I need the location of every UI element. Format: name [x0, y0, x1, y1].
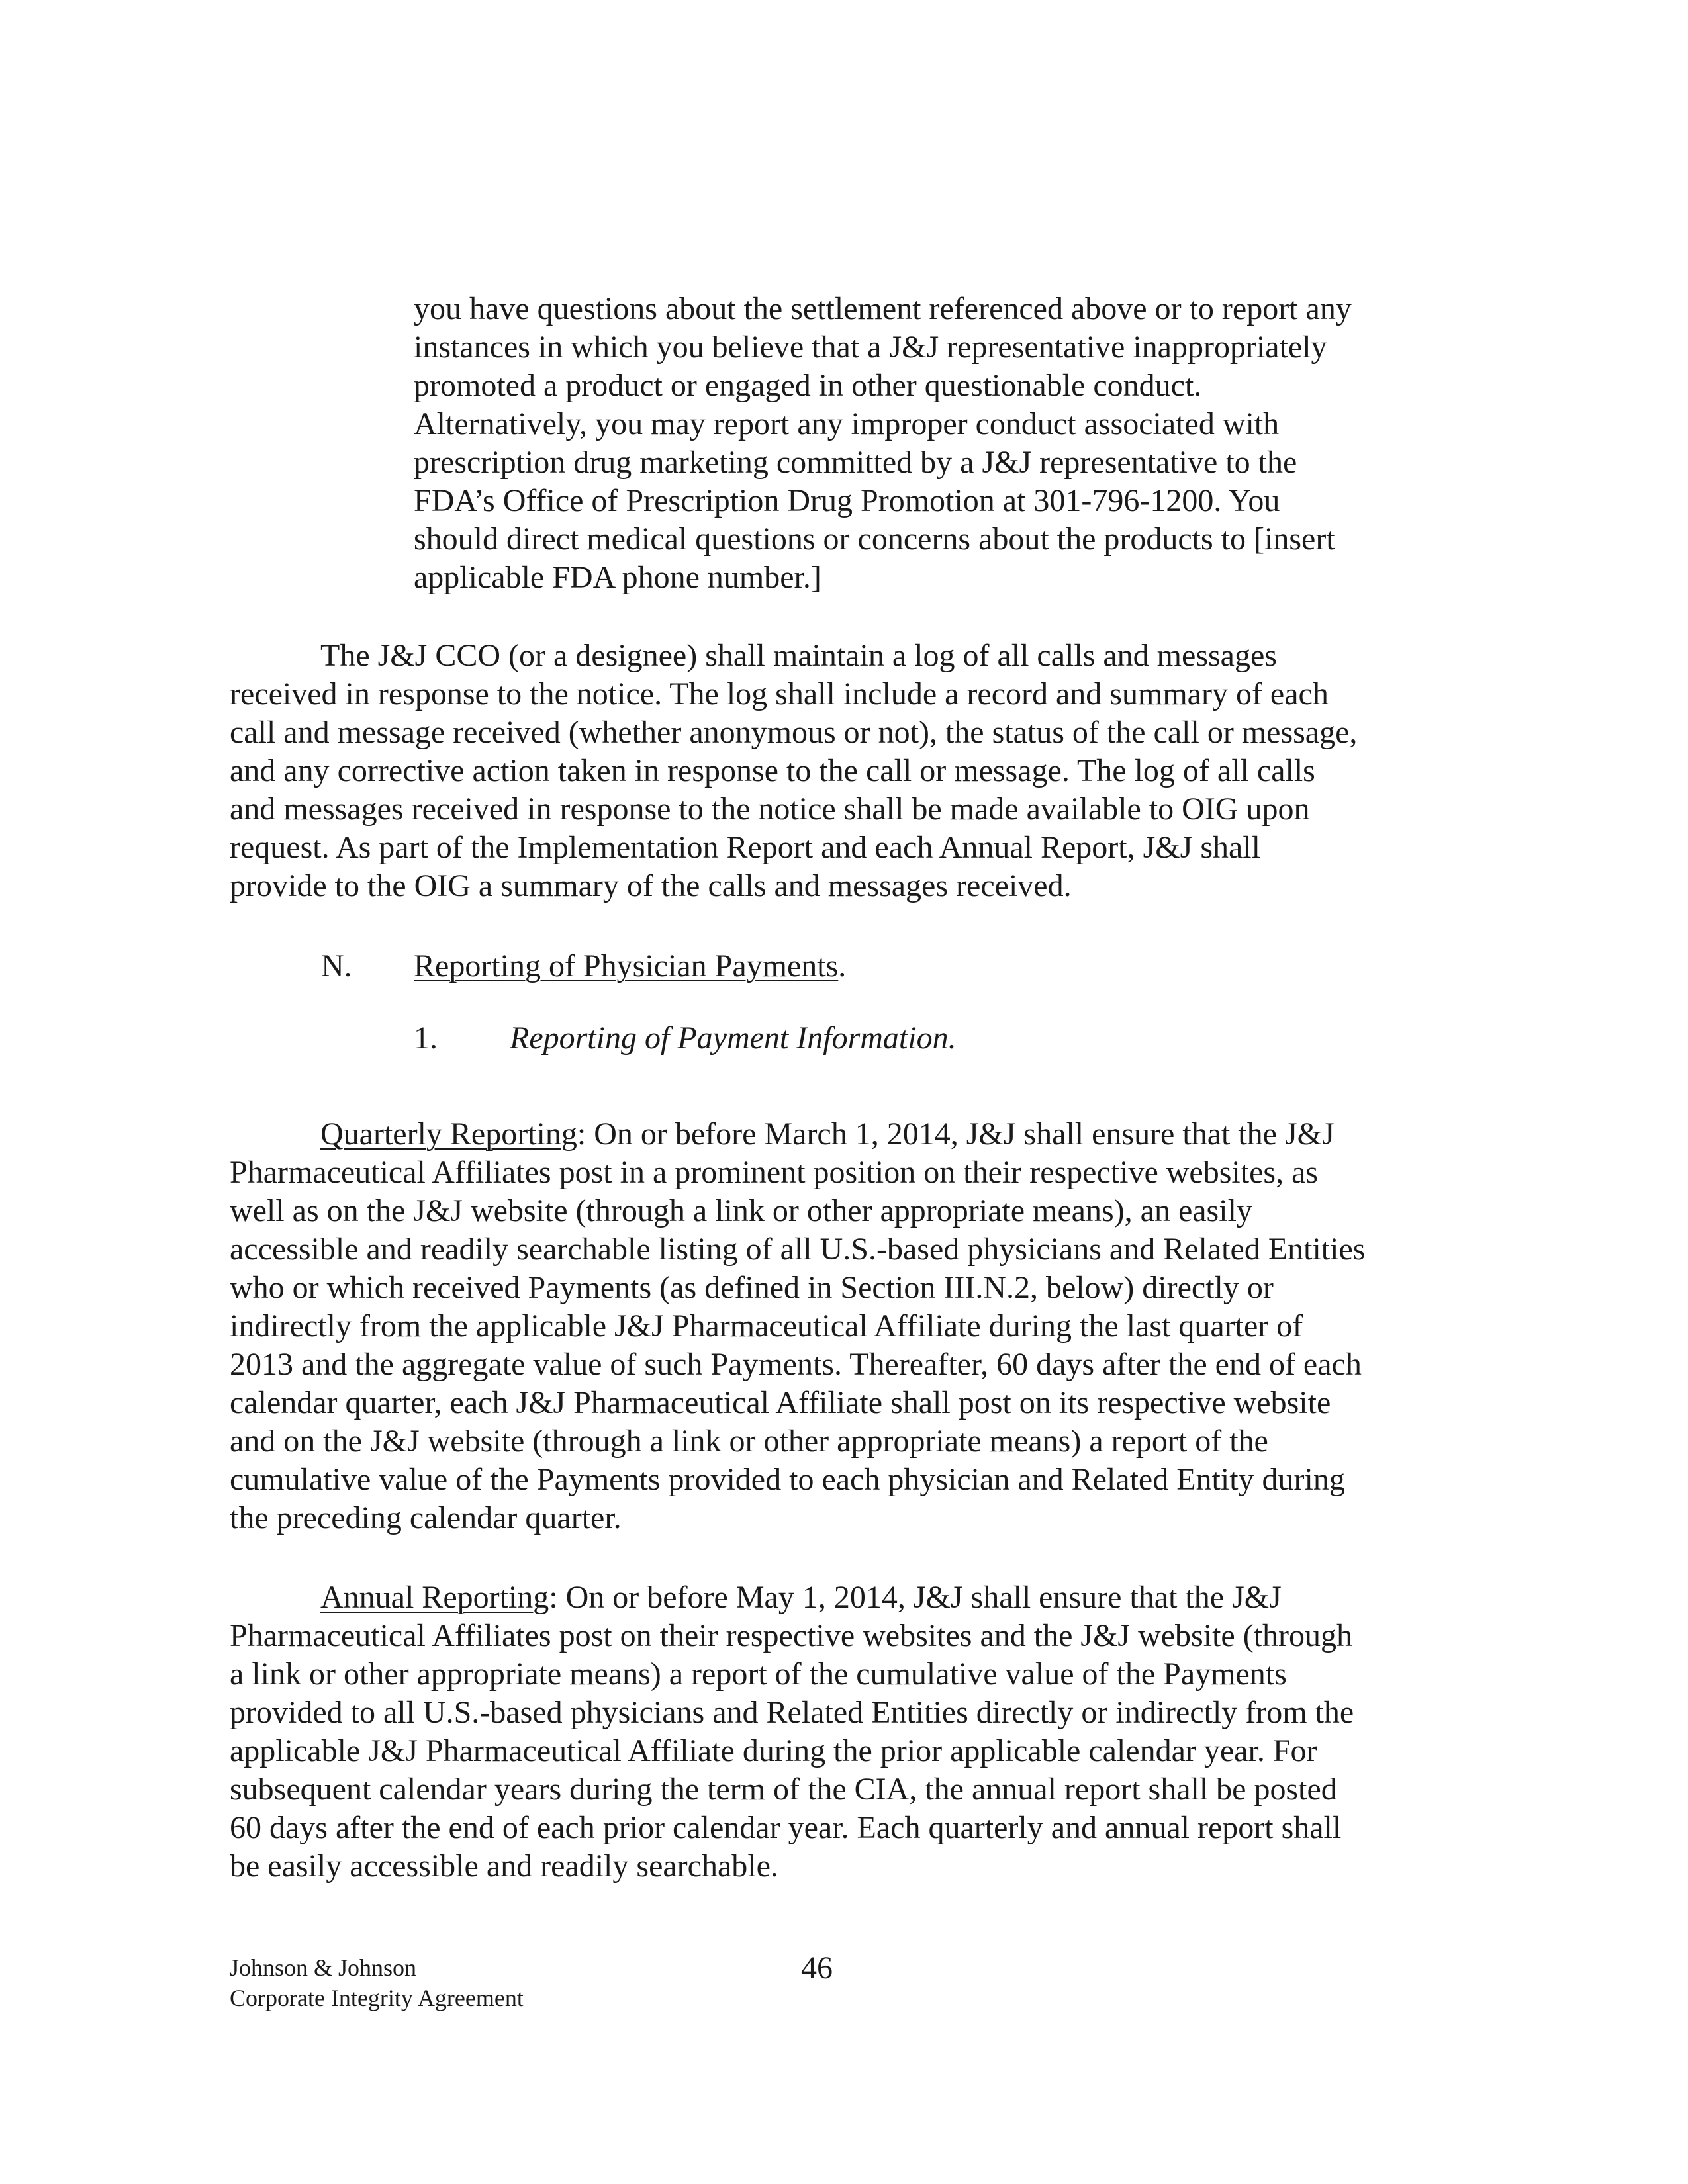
- paragraph-line: and messages received in response to the notice shall be made available to OIG upon: [230, 792, 1310, 827]
- quote-line: FDA’s Office of Prescription Drug Promotion at 301-796-1200. You: [414, 483, 1280, 518]
- paragraph-line: indirectly from the applicable J&J Pharmaceutical Affiliate during the last quarter of: [230, 1308, 1303, 1343]
- paragraph-line: 60 days after the end of each prior calendar year. Each quarterly and annual report shall: [230, 1810, 1342, 1845]
- quote-line: should direct medical questions or concerns about the products to [insert: [414, 522, 1335, 557]
- footer-agreement: Corporate Integrity Agreement: [230, 1985, 524, 2011]
- annual-reporting-heading: Annual Reporting: [320, 1580, 549, 1615]
- paragraph-line: who or which received Payments (as defined in Section III.N.2, below) directly or: [230, 1270, 1274, 1305]
- paragraph-line: be easily accessible and readily searchable.: [230, 1848, 778, 1884]
- log-paragraph: [230, 637, 1441, 905]
- annual-reporting-paragraph: [230, 1578, 1441, 1886]
- paragraph-line: subsequent calendar years during the term of the CIA, the annual report shall be posted: [230, 1772, 1337, 1807]
- subsection-title: Reporting of Payment Information.: [510, 1021, 957, 1056]
- quote-line: you have questions about the settlement referenced above or to report any: [414, 291, 1352, 326]
- paragraph-line: received in response to the notice. The log shall include a record and summary of each: [230, 676, 1329, 711]
- paragraph-line: well as on the J&J website (through a link or other appropriate means), an easily: [230, 1193, 1252, 1228]
- page-number: 46: [801, 1950, 833, 1985]
- paragraph-line: and any corrective action taken in response to the call or message. The log of all calls: [230, 753, 1315, 788]
- paragraph-line: [230, 1578, 1441, 1617]
- paragraph-line: and on the J&J website (through a link or other appropriate means) a report of the: [230, 1424, 1268, 1459]
- quote-line: applicable FDA phone number.]: [414, 560, 821, 595]
- paragraph-text: : On or before March 1, 2014, J&J shall ensure that the J&J: [577, 1116, 1335, 1152]
- paragraph-line: Pharmaceutical Affiliates post on their respective websites and the J&J website (through: [230, 1618, 1353, 1653]
- paragraph-line: request. As part of the Implementation Report and each Annual Report, J&J shall: [230, 830, 1260, 865]
- quarterly-reporting-heading: Quarterly Reporting: [320, 1116, 577, 1152]
- subsection-label: 1.: [414, 1021, 438, 1056]
- quarterly-reporting-paragraph: [230, 1115, 1441, 1537]
- paragraph-line: a link or other appropriate means) a report of the cumulative value of the Payments: [230, 1657, 1287, 1692]
- paragraph-line: provide to the OIG a summary of the calls and messages received.: [230, 868, 1072, 903]
- paragraph-line: The J&J CCO (or a designee) shall maintain a log of all calls and messages: [320, 638, 1277, 673]
- quoted-notice: [414, 290, 1446, 597]
- section-title-punct: .: [838, 948, 847, 983]
- paragraph-text: : On or before May 1, 2014, J&J shall ensure that the J&J: [549, 1580, 1282, 1615]
- paragraph-line: [230, 1115, 1441, 1154]
- section-label: N.: [321, 948, 352, 983]
- section-n-heading: [321, 947, 846, 985]
- quote-line: promoted a product or engaged in other questionable conduct.: [414, 368, 1202, 403]
- paragraph-line: the preceding calendar quarter.: [230, 1500, 622, 1535]
- paragraph-line: provided to all U.S.-based physicians and Related Entities directly or indirectly from the: [230, 1695, 1354, 1730]
- paragraph-line: applicable J&J Pharmaceutical Affiliate during the prior applicable calendar year. For: [230, 1733, 1317, 1768]
- paragraph-line: cumulative value of the Payments provided to each physician and Related Entity during: [230, 1462, 1345, 1497]
- paragraph-line: calendar quarter, each J&J Pharmaceutical Affiliate shall post on its respective website: [230, 1385, 1331, 1420]
- quote-line: prescription drug marketing committed by a J&J representative to the: [414, 445, 1297, 480]
- footer-company: Johnson & Johnson: [230, 1954, 417, 1981]
- section-title: Reporting of Physician Payments: [414, 948, 839, 983]
- paragraph-line: 2013 and the aggregate value of such Payments. Thereafter, 60 days after the end of each: [230, 1347, 1362, 1382]
- quote-line: instances in which you believe that a J&J representative inappropriately: [414, 330, 1327, 365]
- footer-document-title: [230, 1952, 524, 2013]
- subsection-1-heading: [414, 1019, 957, 1058]
- paragraph-line: accessible and readily searchable listing of all U.S.-based physicians and Related Entities: [230, 1232, 1366, 1267]
- quote-line: Alternatively, you may report any improper conduct associated with: [414, 406, 1280, 441]
- paragraph-line: Pharmaceutical Affiliates post in a prominent position on their respective websites, as: [230, 1155, 1319, 1190]
- paragraph-line: call and message received (whether anonymous or not), the status of the call or message,: [230, 715, 1358, 750]
